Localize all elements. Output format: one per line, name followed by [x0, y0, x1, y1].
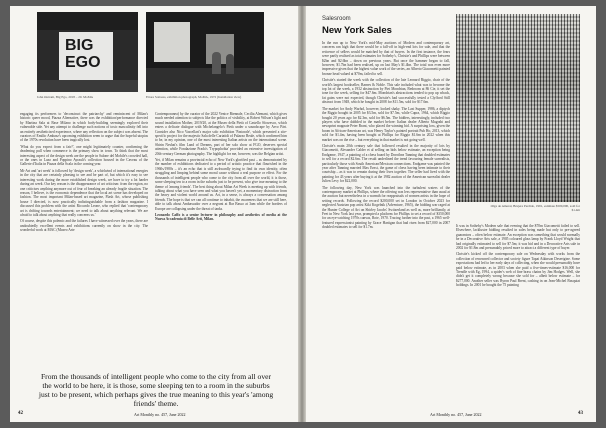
- paragraph: Christie's kicked off the contemporary sale on Wednesday with works from the collection of renowned collector and society figure Tapai Atkinson Desertgine. Some expectations had led to her early days of collecting, when she would presumably have paid below estimate, as in 2003 when she paid a five-times-estimate $16,000 for Trendle with Eg, 1994, a spider's web of fine brass chains by Jim Hodges. Well, she didn't get it completely wrong because she sold for – albeit below estimate – for $277,000. Another seller was Byron Paul Brent, cashing in on Jean-Michel Basquiat holdings. In 2001 he bought the 75 painting: [456, 252, 580, 288]
- photo-caption-2: Ettore Sottsass, exhibition photograph, MoMA, 1972 (Installation view): [146, 95, 242, 99]
- paragraph: It was in Sotheby's Modern sale that evening that the $70m Giacometti failed to sell. Elsewhere, lacklustre bidding resulted in sales being made but only to pre-agreed guarantors – often below estimate. An exception was something that would normally be in a Decorative Arts sale, a 1905 coloured glass lamp by Frank Lloyd Wright that had originally estimated to sell for $7.5m; it was bid and in a Decorative Arts sale in 2002 for $1.8m and presumably priced more to attract a different type of buyer.: [456, 224, 580, 251]
- left-page: [10, 6, 298, 422]
- footer-right: Art Monthly no. 457, June 2022: [430, 412, 482, 417]
- paragraph: Mi-Art and 'art week' is followed by 'design week', a whirlwind of international energies in the city that are certainly pleasing to see and be part of, but which it's easy to see interesting work during the more established design week, we have to try a lot harder during art week. Our key reason is the disappearance of art criticism: from the region, no one criticises anything anymore out of fear of breaking an already fragile situation. The reason, I believe, is the economic dependence that the local art scene has developed on fashion. The most important Milan-based art magazine, Flash Art, whose publishing house I directed, is now practically indistinguishable from a fashion magazine. I discussed this problem with the artist Riccardo Leone, who replied that 'contemporary art is drifting towards entertainment; we need to talk about anything relevant. We are afraid to talk about anything that really concerns us.': [20, 168, 148, 217]
- paragraph: 'What do you expect from a fair?', one might legitimately counter, confirming the deadening pull when commerce is the primary show in town. To think that the most interesting aspect of the design week are the people in Salone del Mobile's crowded hall, or the ones in Lazo and Poppino Ayrault's collection housed in the Caveau of the Gallerie d'Italia in Piazza della Scala in the coming year.: [20, 144, 148, 167]
- paragraph: Of course, despite this polemic and the failures I have witnessed over the years, there are undoubtedly excellent events and exhibitions currently on show in the city. The wonderful work at MAC (Museo Arte: [20, 219, 148, 233]
- paragraph: Christie's started the week with the collection of the late Leonard Riggio, chair of the world's largest bookseller, Barnes & Noble. This sale included what was to become the top lot of the week, a 1932 abstraction by Piet Mondrian, Bedroom at 86 Cie, it set the tone for the week, selling for $47.6m. Mondrian's abstractions tended to pop up whack, fat gains were not expected, though Christie's had successfully tested a Clyfford Still abstract from 1948, which he bought in 2008 for $11.5m, sold for $17.6m.: [322, 78, 450, 105]
- paragraph: engaging its performers to 'deconstruct the patriarchy' and reminiscent of Milan's historic queer mood, Piazza Alternative, there was the exhibition/performance directed by Martina Sala at Base Milano in which body-building seemingly explored their vulnerable side. Yet any attempt to challenge such notions of toxic masculinity fell into an entirely aestheticised experience, where any reflection on the subject was absent. The curators of Emilio Ambasz's upcoming exhibition seem to argue that the hopeful utopias of the 1970s revolution have been tragically lost.: [20, 112, 148, 143]
- section-label: Salesroom: [322, 16, 351, 22]
- artwork-caption: Olga de Amaral, Brujera Perdido, 1991, estimate $500,000, sold for $1.4m: [490, 204, 580, 212]
- footer-left: Art Monthly no. 457, June 2022: [134, 412, 186, 417]
- right-column-2: [456, 224, 580, 407]
- paragraph: Christie's main 20th century sale that followed resulted in the majority of lots by Giacometti, Alexander Calder et al selling on bids below estimate, an exception being Endgame, 1947, a painting of a chess board by Dorothea Tanning that doubled estimates to sell for a record $2.6m. The result underlined the trend favouring female surrealists, particularly those with South American/Mexican connections. Endgame was painted the year after Tanning married Max Ernst, the game of chess having been intimate to their courtship – as it was to remain during their lives together. The seller had lived with the painting for 43 years after buying it at the 1982 auction of the American surrealist dealer Julien Levy for $22,000.: [322, 143, 450, 184]
- photo-caption-1: John Outram, Big Ego, 2018 – 20. MoMA: [37, 95, 94, 99]
- author-bio: Leonardo Caffo is a senior lecturer in philosophy and aesthetics of media at the Nuova Accademia di Belle Arti, Milan.: [155, 212, 287, 222]
- paragraph: Contemporanea) by the curator of the 2022 Venice Biennale, Cecilia Alemani, which gives much needed attention to subjects like the politics of visibility, at Robert Wilson's light and sound installation Mother, 2019/20, at the Museo della Pietà of Castello Sforzesco, which enters a delicate dialogue with Michelangelo's Pietà under a soundscape by Arvo Pärt. Consider also Nico Vascellari's major solo exhibition 'Pastorale', which presented a site-specific project for the majestic Sala delle Cariatidi of Palazzo Reale, which confirmed him to be, in my opinion, one of the most interesting Italian artists on the international scene. Shirin Neshat's film Land of Dreams, part of her solo show at FGO, deserves special attention, while Fondazione Prada's 'Trypophobia' provided an extensive investigation of 20th-century German photography. The highlight for me, however, was the Belgian artist.: [155, 112, 287, 156]
- article-headline: New York Sales: [322, 25, 392, 36]
- page-number-left: 42: [18, 411, 23, 416]
- spine-gutter: [298, 6, 306, 422]
- big-ego-photo: [37, 12, 138, 92]
- paragraph: In the run up to New York's mid-May auctions of Modern and contemporary art, concerns ran high that there would be a fall-off in high-end lots for sale, and that the reticence of sellers would be matched by that of buyers. In the first instance, the fears were partly realised as total estimates for Sotheby's, Christie's and Phillips were between $2bn and $2.6bn – down on previous years. But once the hammer began to fall, however, $1.7bn had been realised, up on last May's $1.4bn. The total was even more impressive given that the highest value work of the series, an Alberto Giacometti painted bronze head valued at $70m, failed to sell.: [322, 41, 450, 76]
- pull-quote: From the thousands of intelligent people who come to the city from all over the world to be here, it is those, some sleeping ten to a room in the suburbs just to be present, which perhaps gives the true meaning to this year's 'among friends' theme.: [38, 372, 274, 408]
- paragraph: The market for Andy Warhol, however, looked shaky. The Last Supper, 1986, a diptych the Riggio bought in 2005 for $3.5m, sold for $7.5m, while Capra, 1964, which Riggio bought 20 years ago for $2.3m, sold for $6.5m. The bidders, interestingly, included two players who have dabbled in the market before: Italian dealer Alberto Mugrabi and newsprint magnate Peter Brant, who placed the winning bid. A surprising loss, given the boom in African-American art, was Henry Taylor's painted portrait Pub Ho, 2013, which sold for $1.4m, having been bought at Phillips for Riggio $1.6m in 2022 when this market was on the rise – but everything in that market is not going well.: [322, 106, 450, 142]
- left-column-2: [155, 112, 287, 370]
- right-page: [306, 6, 596, 422]
- left-column-1: [20, 112, 148, 370]
- big-ego-text-line1: BIG: [65, 37, 94, 54]
- paragraph: The following day, New York was launched into the turbulent waters of the contemporary market at Phillips, where the offering was less representative than usual at the auction but nevertheless in a warmth for reappraisals of women artists in the hope of setting records. Following the record $200,000 set in London in October 2023 for neglected Austrian pop artist Kiki Kogelnik (Adventure, 1965), the bidding war raged at the Hunter College of Art on Shirley Jacobs' Switzerland as well as, more brilliantly, at Feet in New York last year, prompted a platform for Phillips to set a record of $350,000 for an eye-catching 1970s canvas, Rote, 1970. Tracing further into the past, a 1965 well-featured expressionist painting by Grace Hartigan that had risen from $27,000 in 2007 doubled estimates to sell for $1.7m.: [322, 185, 450, 230]
- page-number-right: 43: [578, 411, 583, 416]
- paragraph: Yet, if Milan remains a provincial echo of New York's glorified past – as demonstrated by the number of exhibitions dedicated to a period of artistic practice that flourished in the 1960s/1980s – it's an echo that is still awkwardly trying to find its own identity, often struggling and limping behind some moral cause without a real purpose or effect. For the thousands of intelligent people who come to the city from all over the world, it is those, some sleeping ten to a room in the suburbs just to be present, who give true meaning to the theme of 'among friends'. The best thing about Milan Art Week is meeting up with friends, talking about what you have seen and what you haven't yet, a momentary distraction from the heavy and violent world around us. Art, in a sense, is always a conversation among friends. The hope is that we can all continue to inhabit, the awareness that we are still here, able to talk about Ambassador over a negroni at Bar Basso at 3am while the borders of Europe are collapsing under the threat of tanks.: [155, 158, 287, 211]
- textile-artwork-photo: [456, 14, 580, 202]
- exhibition-photo: [146, 12, 264, 92]
- right-column-1: [322, 41, 450, 407]
- big-ego-text-line2: EGO: [65, 54, 101, 71]
